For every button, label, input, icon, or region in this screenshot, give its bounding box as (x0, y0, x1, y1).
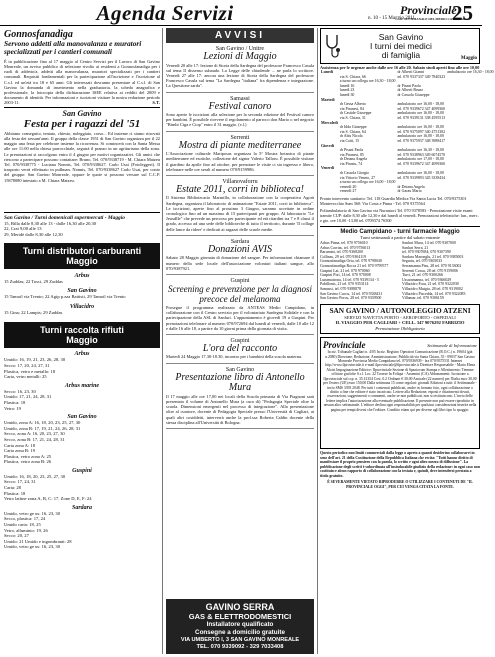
waste-line: Umido, vetro ge us: 16, 23, 30 (4, 544, 61, 550)
notice-item (166, 43, 314, 93)
doctor-cell: dr Cassola Giuseppe (397, 92, 430, 97)
doctor-cell: ambulatorio ore 16,00 - 18,00 (397, 134, 444, 139)
notice-body: Venerdì 20 alle 17: lezione di Storia della Sardegna del professore Francesco Casula sul tema Il dissenso subaudo. La Legge delle chiudende ... ne parla lo scrittore. Venerdì 27 alle 17: ancora una lezione di Storia della Sardegna del professore Francesco Casula sul tema "La Sardegna "italiana" fra dipendenza e integrazione. La Questione sarda". (166, 62, 315, 89)
pharmacy-entry: Villacidro Piscedda, 14 tel. 070 9322083 (402, 291, 466, 296)
pharmacy-entry: Sanluri Serra, 21 (402, 245, 429, 250)
pharmacy-entry: Villacidro Frau, 21 tel. 070 9322030 (402, 282, 459, 287)
pharmacy-subtitle: Turni settimanali a partire dal sabato entrante (360, 235, 440, 241)
doctor-cell: ambulatorio ore 16,00 - 18,00 (397, 111, 444, 116)
doctor-cell: ambulatorio ore 17,00 - 18,00 (397, 157, 444, 162)
notice-title: Presentazione libro di Antonello Mura (175, 371, 305, 394)
pharmacy-entry: tel. 070 9307684; 070 9307390 (402, 250, 451, 255)
article-body: Abbiamo conseguito, tentato, chiesto, noleggiato, corso... Ed insieme ci siamo ritrovati alla festa dei sessant'anni. Il gruppo della classe 1951 di San Gavino organizza per il 22 maggio una festa per celebrare insieme la ricorrenza. Si comincerà con la Santa Messa alle ore 11:00 nella chiesa parrocchiale, seguirà il pranzo in un agriturismo della zona. Le prenotazioni si raccolgono entro il 4 giugno per motivi organizzativi. Gli amici che riescono a partecipare possono contattare: Bruno, Tel. 070/9338719 - M. Chiara Matzeu Tel. 070/9338775 - Luciana Nonnis, Tel. 070/9338627. Carlo Usai (Fotoleggeri). Il trasporto verrà effettuato in pullman. Nonnis, Tel. 070/9338627 Carlo Usai, per conto del gruppo: San Gavino Monreale, oppure le quote si possono versare sul C.C.P. 15878080 intestato a M. Chiara Matzeu. (4, 130, 160, 183)
masthead-logo: Provinciale (323, 340, 366, 351)
doctor-cell: dr Alberti Gianni (397, 70, 425, 74)
notice-title: Estate 2011, corri in biblioteca! (176, 183, 304, 195)
notice-body: L'Associazione culturale Mariposas organizza la 5ª Mostra botanica di piante mediterranee ed esotiche, collezione del signor Valerio Talloru. È possibile visitare il giardino da aprile fino ad ottobre, per prenotare le visite ci sia ingresso e libero, telefonare nelle ore serali al numero 070/9159986. (166, 151, 314, 172)
waste-line: Secco, zona A: 16, 20, 23, 27, 30 (4, 431, 65, 437)
pharmacy-entry: Ussaramanna, tel. 070 9366029 (402, 277, 452, 282)
ad-title: GAVINO SERRA (205, 602, 275, 612)
masthead-box (320, 337, 480, 449)
doctor-cell: Mercoledì (321, 120, 338, 125)
doctor-cell: via S. Chiara, 66 (339, 74, 366, 79)
waste-town: Sardara (71, 504, 92, 511)
notice-place: Guspini (230, 337, 250, 344)
doctor-cell (446, 176, 494, 181)
masthead-subtitle: Settimanale di Informazione (427, 342, 477, 348)
pharmacy-entry: San Gavino Cuccu, 14 tel. 070 9338431 (320, 291, 383, 296)
notice-place: Sardara (230, 238, 250, 245)
waste-line: Vetro: 19 (4, 405, 21, 411)
notice-title: L'ora del racconto (202, 342, 278, 354)
doctor-cell: tel. 070 9337337 349 7840323 (397, 74, 446, 79)
waste-line: Vetro lattine zona A, B, C: 17. Zone D, E, F: 24 (4, 496, 92, 502)
pharmacy-entry: Guspini Pixi, 14 tel. 070 970008 (320, 273, 371, 278)
doctor-cell (320, 189, 339, 194)
pharmacy-entry: Serrenti Cossu, 28 tel. 070 9159006 (402, 268, 458, 273)
doctor-cell (446, 75, 494, 80)
doctor-cell: ambulatorio ore 16,30 - 18,00 (397, 148, 444, 153)
notice-title: Donazioni AVIS (207, 243, 273, 255)
pharmacy-entry: Turri, 21 tel. 070 9300266 (402, 273, 443, 278)
supermarket-line: 22, Crai 9,00 alle 13 (4, 226, 42, 232)
doctor-cell: ambulatorio ore 16,00 - 18,00 (397, 171, 444, 176)
waste-line: Umido: 16, 19, 21, 23, 26, 28, 30 (4, 357, 66, 363)
doctor-cell: lunedì 30 (339, 92, 355, 97)
notice-body: Sono aperte le iscrizioni alla selezione per la seconda edizione del Festival canoro per bambini. È possibile ricevere il regolamento al parroco don Mario o nel negozio "Bimbi Ciga e Ciop" entro il 31 maggio. (v.l.) (166, 112, 314, 128)
notice-title: Mostra di piante mediterranee (178, 139, 302, 151)
waste-line: Umido: 21 Umido e ingombranti: 28 (4, 538, 72, 544)
pharmacy-entry: Sardara Maronglu, 21 tel. 070 9385003 (402, 254, 464, 259)
doctor-cell: ambulatorio ore 16,30 - 18,00 (447, 70, 494, 74)
section-title: Agenda Servizi (96, 1, 234, 25)
ad-address: VIA UMBERTO I, 3 SAN GAVINO MONREALE (180, 637, 300, 643)
pharmacy-entry: Sanluri Muru, 14 tel. 070 9307000 (402, 241, 456, 246)
doctor-cell: venerdì 27 (339, 189, 357, 194)
doctors-table (320, 70, 495, 194)
pharmacy-list-left (320, 241, 398, 301)
doctor-cell: via S. Chiara, 64 (339, 129, 366, 134)
article-body: È in pubblicazione fino al 17 maggio al Centro Servizi per il Lavoro di San Gavino Monreale, un avviso pubblico di selezione rivolto ai residenti a Gonnosfanadiga per i ruoli di addetto/a, addetti alla manovalanza, muratori specializzati per i cantieri comunali. Requisiti fondamentali per la partecipazione all'iscrizione e l'iscrizione al C.s.l. ed un'età tra 18 e 65 anni. Gli interessati dovranno presentare al C.s.l. di San Gavino la domanda di inserimento nella graduatoria, la scheda anagrafica e professionale, la fotocopia della dichiarazione ISEE relativa ai redditi del 2009 e documento di identità. Per informazioni e iscrizioni visitare la nostra redazione periodo 2003-11. (4, 58, 160, 106)
notice-place: Serrenti (230, 134, 250, 141)
waste-line: Carta: 28 (4, 485, 21, 491)
copyright-footer: È SEVERAMENTE VIETATO RIPRODURRE O UTILIZZARE I CONTENUTI DE "IL PROVINCIALE OGGI", PER CUI VENGA CITATA LA FONTE. (327, 480, 473, 490)
fuel-town: Villacidro (69, 303, 95, 310)
waste-line: Secco, zona B: 17, 21, 24, 28, 31 (4, 436, 65, 442)
fuel-town: Arbus (74, 272, 90, 279)
autonoleggio-note: Prenotazione Obbligatoria (375, 325, 425, 331)
ad-phone: TEL. 070 9339092 - 329 7033408 (196, 644, 284, 650)
waste-line: Secco, plastica: 17, 24 (4, 516, 46, 522)
supermarket-title: San Gavino / Turni domenicali supermercati - Maggio (4, 214, 125, 221)
waste-line: Vetro, alluminio: 19, 26 (4, 527, 48, 533)
doctor-cell: dr Deiana Angela (397, 184, 425, 189)
column-right (320, 28, 494, 654)
column-center (166, 28, 314, 654)
pharmacy-title: Medio Campidano - turni farmacie Maggio (340, 229, 460, 236)
waste-banner-title: Turni raccolta rifiuti (40, 325, 124, 336)
waste-list (4, 351, 160, 550)
doctor-cell: dr Garau Mario (397, 189, 422, 194)
doctors-box-town: San Gavino (378, 31, 424, 42)
page-header (0, 0, 482, 26)
waste-line: Carta zona B: 19 (4, 448, 35, 454)
notice-place: Samassi (230, 95, 250, 102)
waste-town: Guspini (72, 467, 92, 474)
notice-item (166, 364, 314, 429)
autonoleggio-services: SERVIZI NAVETTA PORTO - AEROPORTO - OSPEDALI (344, 314, 456, 320)
waste-line: Carta, vetro metalli: 25 (4, 374, 47, 380)
article-headline: Servono addetti alla manovalanza e muratori specializzati per i cantieri comunali (4, 39, 142, 57)
pharmacy-entry: Pabillonis, 21 tel. 070 9353114 (320, 282, 369, 287)
waste-line: Plastica: 18 (4, 399, 26, 405)
notice-body: Il Sistema Bibliotecario Marmilla, in collaborazione con la cooperativa Agorà Sardegna, organizza il laboratorio di animazione "Estate 2011, corri in biblioteca". Le iscrizioni, aperte fino al prossimo 3 Giugno, saranno accettate in ordine cronologico fino ad un massimo di 15 partecipanti per gruppo. Al laboratorio "Le Jeuxdlle" che prevede un percorso per partecipante ed età ritardini tra 7 e 8 classi il grado, accesso ad una sede delle biblioteche di tutto il territorio, durante 'Il collage delle lance da ridere' e dedicati ai ragazzi delle scuole medie. (166, 195, 314, 232)
notice-item (166, 132, 314, 176)
notice-item (166, 275, 314, 335)
autonoleggio-title: SAN GAVINO / AUTONOLEGGIO ATZENI (329, 305, 471, 315)
emergency-info: Pronto intervento sanitario: Tel. 118 Guardia Medica Via Santa Lucia Tel. 070/9375301 Montevecchio Sum 360: Via Costa e Pinna - Tel. 070 9375564 (320, 196, 467, 207)
waste-line: Umido, vetro ge us: 16, 23, 30 (4, 510, 61, 516)
notice-place: Villanovaforru (222, 178, 258, 185)
doctors-box-subtitle: di famiglia (381, 49, 421, 60)
doctor-cell: dr Pisani Paola (397, 83, 421, 88)
doctor-cell: tel. 070 9339893 345 3338434 (397, 175, 446, 180)
masthead-text: Iscriz. Tribunale Cagliari n. 4/05 Iscriz. Registro Operatori Comunicazione (R.O.C.) n. 19604 (già n.2080) Direzione, Redazione, Amministrazione, Pubblicità via Santa Chiara, 35 - 09037 San Gavino Monreale Provincia Medio Campidano tel. 070/9336939 - fax 070/9375531 Internet http://www.ilprovinciale.it e-mail ilprovinciale@ilprovinciale.it Direttore Responsabile - Maria Elena Aloisi Impaginazione Editrice: Ilprovinciale Sezione di Spaziocom Stampa e Allestimento: Tiemme officine grafiche S.r.l. Loc. 22 Torrese In Foliqui - Assemini (CA) Abbonamenti: Iscrizione a Ilprovinciale sul ccp. n. 35 41354 Cost. 0.2 Ordinari € 30,00 Amicale (22 numeri) per l'Italia euro 30,00 per l'estero (UE) euro 150,00 Dalla settimana 15 come regolari: giornali Edizioni a tutti: il Settimanale - invio SMS 3393 2048. Per tutti i contenuti pubblicati, anche in formato foto, ogni collaborazione o diritto a fine che editore è stato incaricato. Lettere alla Redazione, esposti e chiarimenti dovuti, osservazioni, suggerimenti o commenti, anche se non pubblicati, non si restituiscono. L'invio delle lettere implica l'autorizzazione alla eventuale pubblicazione. Il presente non può essere riprodotto in nessun altro settimanale. L'editore declina ogni responsabilità per qualsiasi considerazioni inserite nella pagina per tempi diversi che l'editore. Conditio etiam qui per diverse agli libri tipo lo spaggio. (323, 350, 477, 412)
pharmacy-entry: Guspini Lai, 21 tel. 070 970060 (320, 268, 370, 273)
fuel-line: 15 Gina; 22 Lampis; 29 Zuddas (4, 309, 63, 315)
waste-line: Secco: 20, 27 (4, 533, 29, 539)
doctors-box (320, 28, 480, 64)
notice-body: Sabato 28 Maggio giornata di donazione del sangue. Per informazioni chiamare il numero della sede locale dell'associazione volontari italiani sangue, allo 070/9387921. (166, 255, 314, 271)
doctor-cell: a turno un collega ore 16,30 - 18,00 (339, 79, 396, 84)
newspaper-logo: Provinciale (400, 3, 457, 17)
notice-body: Il 17 maggio alle ore 17,00 nei locali della Scuola primaria di Via Piagnoni sarà presentato il volume di Antonello Mura (a cura di) "Pedagogia Speciale oltre la scuola. Dimensioni emergenti nel processo di integrazione". Alla presentazione oltre al curatore, docente di Pedagogia Speciale presso l'Università di Cagliari, ai quali altri cosiddetti, interverrà anche la prof.ssa Roberta Caldin docente della stessa disciplina all'Università di Bologna. (166, 393, 314, 425)
doctor-cell: Martedì (321, 97, 335, 102)
doctor-cell: via Vittorio Veneto, 27 (339, 175, 376, 180)
doctor-cell: via Piranesi, 84 (339, 106, 364, 111)
doctor-cell (446, 189, 494, 194)
pharmacy-list-right (402, 241, 480, 301)
autonoleggio-ad (320, 304, 480, 335)
autonoleggio-phone: IL VIAGGIO PER CAGLIARI + CELL. 347 9076292 FABRIZIO (335, 320, 465, 326)
notice-place: Guspini (230, 277, 250, 284)
clinic-info: Poliambulatorio di San Gavino via Nurantoci Tel. 070 9378583 - Prenotazione visite esami tramite CUP: dalle 8,30 alle 12,30 e dal lunedì al venerdì. Prenotazioni telefoniche: lun., merc. e gio. ore 10,00 -13,00 tel. 0709374 76500 (320, 208, 479, 224)
pharmacy-entry: Villamar, tel. 070 9306159 (402, 296, 444, 301)
waste-banner-month: Maggio (66, 335, 98, 346)
waste-town: Arbus marine (64, 382, 100, 389)
doctor-cell: via Piranesi, 85 (339, 152, 364, 157)
ad-gavino-serra (166, 599, 314, 654)
notice-place: San Gavino / Unitre (215, 46, 265, 52)
waste-town: San Gavino (67, 414, 97, 421)
doctor-cell: venerdì 20 (339, 184, 357, 189)
waste-line: Secco: 16, 23, 30 (4, 388, 36, 394)
doctor-cell: Venerdì (321, 166, 335, 171)
waste-banner (4, 322, 160, 348)
ad-line: Installatore qualificato (206, 621, 274, 628)
notice-title: Festival canoro (208, 100, 272, 112)
notice-body: Prosegue il programma realizzato da ANTEAS Medio Campidano, in collaborazione con il Centro servizio per il volontariato Sardegna Solidale e con la partecipazione della ASL di Sanluri. L'appuntamento è giovedì 19 a Guspini. Per prenotazioni telefonare al numero 070/972694 dal lunedì al venerdì, dalle 10 alle 12 e dalle 16 alle 18, a partire da 10 giorni prima della giornata di visita. (166, 304, 314, 331)
page-number: 25 (452, 1, 473, 25)
supermarket-line: 15, Billa dalle 8,30 alle 13 - dalle 16,30 alle 20,30 (4, 220, 97, 226)
doctor-cell: dr Pisani Paola (339, 148, 364, 153)
doctor-cell: dr Idda Giuseppe (339, 125, 367, 130)
notices-list (166, 43, 314, 429)
doctor-cell: tel. 070 9339672 347 4099360 (397, 161, 446, 166)
doctor-cell: tel. 070 9339672 347 4099360 (397, 106, 446, 111)
newspaper-tagline: IL SETTIMANALE DEL MEDIO CAMPIDANO (400, 17, 468, 21)
notice-body: Martedì 24 Maggio 17.30-18.30, incontro per i bambini della scuola materna. (166, 354, 303, 360)
pharmacy-entry: Villacidro Mutgia, 28 tel. 070 9319002 (402, 286, 463, 291)
waste-town: Arbus (74, 351, 90, 358)
pharmacy-entry: Barumini, tel. 070 9368200 (320, 250, 363, 255)
waste-line: Plastica: 18 (4, 490, 26, 496)
doctor-cell: Lunedì (321, 70, 333, 74)
waste-line: Plastica, vetro zona B: 26 (4, 459, 52, 465)
doctor-row (320, 189, 495, 194)
doctor-cell: a turno un collega ore 16,00 - 18,00 (339, 180, 396, 185)
pharmacy-entry: Samassi, tel. 070 9388878 (320, 286, 361, 291)
stethoscope-icon (323, 33, 341, 59)
notices-banner: AVVISI (166, 28, 314, 43)
doctors-box-month: Maggio (460, 56, 477, 61)
waste-line: Umido, zona A: 16, 18, 20, 23, 25, 27, 30 (4, 420, 81, 426)
fuel-town: San Gavino (67, 288, 97, 295)
doctor-cell: dr Abis Nicola (339, 134, 363, 139)
fuel-list (4, 273, 160, 316)
fuel-line: 15 Zuddas; 22 Tosci, 29 Zuddas (4, 278, 63, 284)
doctor-cell: lunedì 23 (339, 88, 355, 93)
fuel-line: 15 Tamoil via Trento; 22 Agip p.zza Battisti, 29 Tamoil via Trento (4, 294, 126, 300)
doctor-cell: dr Castide Giuseppe (339, 111, 372, 116)
doctor-cell: tel. 070 9375097 340 4751382 (397, 129, 446, 134)
waste-line: Umido carta: 18, 25 (4, 522, 41, 528)
waste-line: Secco: 17, 20, 24, 27, 31 (4, 362, 50, 368)
doctor-cell: ambulatorio ore 16,00 - 18,00 (397, 125, 444, 130)
doctor-cell: via Pirastu, 74 (339, 161, 363, 166)
doctor-cell: dr Gessa Alberto (339, 102, 366, 107)
ad-subtitle: GAS & ELETTRODOMESTICI (188, 612, 292, 621)
doctor-cell: dr Alberti Bruno (397, 88, 424, 93)
pharmacy-entry: Arbus Corrias, tel. 070 9756013 (320, 245, 371, 250)
notice-title: Lezioni di Maggio (203, 51, 277, 62)
pharmacy-entry: San Gavino Porcu, 28 tel. 070 9339500 (320, 296, 382, 301)
waste-line: Umido, zona B: 17, 19, 21, 24, 26, 28, 31 (4, 425, 81, 431)
waste-line: Umido: 17, 21, 24, 28, 31 (4, 394, 52, 400)
pharmacy-entry: Gonnosfanadiga Rocca 21 tel. 070 9799577 (320, 264, 389, 268)
ad-line: Consegne a domicilio gratuite (195, 629, 285, 636)
article-town: San Gavino (62, 108, 102, 118)
fuel-banner (4, 243, 160, 269)
waste-line: Umido: 16, 18, 20, 23, 25, 27, 30 (4, 473, 66, 479)
doctors-intro: Assistenza per le urgenze anche dalle ore 16 alle 20. Sabato studi aperti fino alle ore 10,00 (320, 65, 480, 70)
waste-line: Secco: 17, 24, 31 (4, 479, 36, 485)
pharmacy-entry: Arbus Pinna, tel. 070 9756010 (320, 241, 368, 246)
column-left (4, 28, 160, 654)
doctor-cell: lunedì 16 (339, 83, 355, 88)
doctor-cell: tel. 070 9375937 348 3988417 (397, 138, 446, 143)
notice-place: San Gavino (225, 366, 255, 373)
pharmacy-entry: Lunamatrona, 14 tel. 070 9339134 - 5 (320, 277, 379, 282)
waste-line: Plastica, vetro e metallo: 18 (4, 368, 56, 374)
pharmacy-entry: Collinas, 29 tel. 070 9304119 (320, 254, 366, 259)
waste-line: Carta zona A: 18 (4, 442, 35, 448)
article-signature: S.T. (152, 99, 160, 105)
notice-item (166, 335, 314, 364)
waste-line: Plastica, vetro zona A: 25 (4, 453, 52, 459)
notice-item (166, 176, 314, 236)
pharmacy-entry: Segariu, tel. 070 9305033 (402, 259, 443, 264)
fuel-banner-title: Turni distributori carburanti (22, 245, 142, 256)
article-town: Gonnosfanadiga (4, 29, 73, 40)
notice-item (166, 236, 314, 275)
article-headline: Festa per i ragazzi del '51 (23, 117, 141, 130)
doctor-cell: Giovedì (321, 143, 334, 148)
doctor-cell: dr Deiana Angela (339, 157, 368, 162)
doctor-cell: via Cotti, 15 (339, 138, 360, 143)
doctor-cell: tel. 070 9338963 349 6074570 (397, 152, 446, 157)
doctor-cell: ambulatorio ore 16,00 - 18,00 (397, 102, 444, 107)
doctor-cell: dr Cassola Giorgio (339, 171, 370, 176)
notice-title: Screening e prevenzione per la diagnosi precoce del melanoma (167, 283, 313, 305)
doctor-cell: tel. 070 9339131 338 4595513 (397, 115, 446, 120)
pharmacy-entry: Serramanna Pisu, 28 tel. 070 9133002 (402, 264, 462, 268)
supermarket-line: 29, Meridè dalle 8,30 alle 12,30 (4, 232, 63, 237)
doctor-cell: via S. Chiara, 31 (339, 115, 366, 120)
fuel-banner-month: Maggio (66, 255, 98, 266)
editorial-notice: Questo periodico non limiti commerciali dalla legge o aperto a quanti desiderino collaborarvi in seno dell'art. 21 della Costituzione della Repubblica Italiana che recita: "Tutti hanno diritto di manifestare il proprio pensiero con la parola, lo scritto e ogni altro mezzo di diffusione". La pubblicazione degli scritti è subordinata all'insindacabile giudizio della redazione: in ogni caso non costituisce alcun rapporto di collaborazione con la testata e, quindi, deve intendersi prestata a titolo gratuito. (320, 451, 480, 478)
pharmacy-entry: Gonnosfanadiga Ortu, tel. 070 9798040 (320, 259, 382, 264)
issue-date: n. 10 - 15 Maggio 2011 (368, 16, 416, 21)
doctors-box-title: I turni dei medici (370, 40, 432, 51)
notice-item (166, 93, 314, 132)
